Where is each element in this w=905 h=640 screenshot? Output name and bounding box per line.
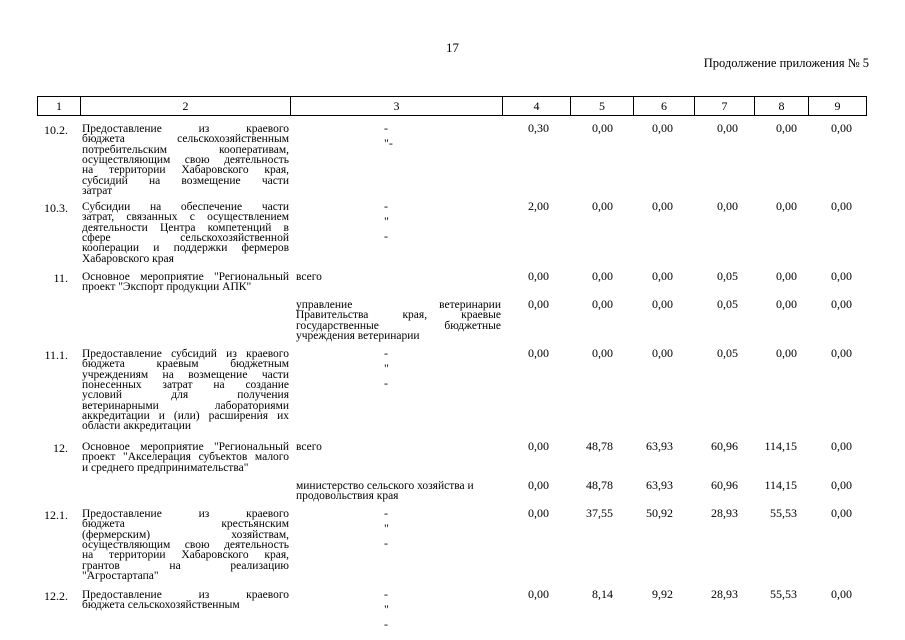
row-description-line: условий для получения xyxy=(82,389,289,402)
responsible-line: управление ветеринарии xyxy=(296,299,501,311)
row-description-line: кооперации и поддержки фермеров xyxy=(82,242,289,255)
value-cell: 0,00 xyxy=(528,297,549,311)
row-description-line: Субсидии на обеспечение части xyxy=(82,201,289,213)
value-cell: 0,00 xyxy=(528,269,549,283)
responsible-line: -"- xyxy=(384,121,393,150)
responsible-line: - " - xyxy=(384,346,389,390)
value-cell: 2,00 xyxy=(528,199,549,213)
row-description-line: затрат xyxy=(82,184,113,197)
value-cell: 0,00 xyxy=(592,269,613,283)
row-index: 10.3. xyxy=(44,201,68,215)
value-cell: 0,00 xyxy=(831,506,852,520)
value-cell: 0,00 xyxy=(776,297,797,311)
row-description-line: ветеринарными лабораториями xyxy=(82,399,289,412)
value-cell: 48,78 xyxy=(586,439,613,453)
value-cell: 0,00 xyxy=(831,269,852,283)
row-description-line: области аккредитации xyxy=(82,420,192,433)
value-cell: 0,00 xyxy=(831,121,852,135)
responsible-line: Правительства края, краевые xyxy=(296,309,501,322)
responsible-line: - " - xyxy=(384,506,389,550)
value-cell: 0,00 xyxy=(831,587,852,601)
row-description-line: Основное мероприятие "Региональный xyxy=(82,441,289,453)
value-cell: 0,00 xyxy=(592,121,613,135)
header-col: 6 xyxy=(634,97,695,115)
continuation-label: Продолжение приложения № 5 xyxy=(703,56,869,70)
header-col: 8 xyxy=(755,97,809,115)
row-description-line: субсидий на возмещение части xyxy=(82,174,289,187)
value-cell: 0,00 xyxy=(528,506,549,520)
responsible-line: государственные бюджетные xyxy=(296,319,501,332)
row-description-line: бюджета крестьянским xyxy=(82,518,289,531)
value-cell: 60,96 xyxy=(711,439,738,453)
value-cell: 0,00 xyxy=(831,478,852,492)
value-cell: 28,93 xyxy=(711,587,738,601)
row-description-line: затрат, связанных с осуществлением xyxy=(82,211,289,224)
value-cell: 0,00 xyxy=(652,297,673,311)
header-col: 3 xyxy=(291,97,503,115)
row-description-line: деятельности Центра компетенций в xyxy=(82,221,289,234)
row-index: 11. xyxy=(53,271,68,285)
value-cell: 9,92 xyxy=(652,587,673,601)
value-cell: 0,00 xyxy=(592,346,613,360)
value-cell: 8,14 xyxy=(592,587,613,601)
value-cell: 28,93 xyxy=(711,506,738,520)
page-number: 17 xyxy=(446,40,459,55)
value-cell: 0,00 xyxy=(776,199,797,213)
value-cell: 0,00 xyxy=(652,121,673,135)
value-cell: 0,00 xyxy=(831,199,852,213)
value-cell: 0,00 xyxy=(717,121,738,135)
row-description-line: Основное мероприятие "Региональный xyxy=(82,271,289,283)
value-cell: 0,00 xyxy=(831,439,852,453)
row-index: 10.2. xyxy=(44,123,68,137)
row-description-line: Предоставление из краевого xyxy=(82,589,289,601)
row-description-line: на территории Хабаровского края, xyxy=(82,549,289,562)
value-cell: 60,96 xyxy=(711,478,738,492)
value-cell: 0,00 xyxy=(592,297,613,311)
header-col: 1 xyxy=(38,97,81,115)
value-cell: 55,53 xyxy=(770,506,797,520)
row-index: 11.1. xyxy=(44,348,68,362)
value-cell: 0,00 xyxy=(652,269,673,283)
value-cell: 0,00 xyxy=(592,199,613,213)
value-cell: 0,05 xyxy=(717,346,738,360)
row-description-line: "Агростартапа" xyxy=(82,569,159,582)
table-header xyxy=(37,96,867,116)
row-description-line: осуществляющим свою деятельность xyxy=(82,153,289,166)
responsible-line: продовольствия края xyxy=(296,490,399,503)
value-cell: 63,93 xyxy=(646,478,673,492)
row-description-line: аккредитации и (или) расширения их xyxy=(82,409,289,422)
row-description-line: понесенных затрат на создание xyxy=(82,378,289,391)
value-cell: 48,78 xyxy=(586,478,613,492)
value-cell: 0,00 xyxy=(831,297,852,311)
row-index: 12. xyxy=(53,441,68,455)
value-cell: 0,00 xyxy=(528,478,549,492)
row-description-line: Предоставление из краевого xyxy=(82,123,289,135)
row-description-line: Предоставление из краевого xyxy=(82,508,289,520)
row-description-line: бюджета сельскохозяйственным xyxy=(82,599,240,612)
row-description-line: бюджета краевым бюджетным xyxy=(82,358,289,371)
value-cell: 114,15 xyxy=(764,439,797,453)
value-cell: 0,00 xyxy=(652,346,673,360)
row-index: 12.2. xyxy=(44,589,68,603)
value-cell: 55,53 xyxy=(770,587,797,601)
row-description-line: Хабаровского края xyxy=(82,252,174,265)
row-description-line: осуществляющим свою деятельность xyxy=(82,538,289,551)
value-cell: 50,92 xyxy=(646,506,673,520)
value-cell: 0,00 xyxy=(528,587,549,601)
responsible-line: всего xyxy=(296,271,322,283)
header-col: 2 xyxy=(81,97,291,115)
row-description-line: учреждениям на возмещение части xyxy=(82,368,289,381)
responsible-line: учреждения ветеринарии xyxy=(296,329,420,342)
row-description-line: проект "Акселерация субъектов малого xyxy=(82,451,289,464)
value-cell: 0,00 xyxy=(528,439,549,453)
row-index: 12.1. xyxy=(44,508,68,522)
row-description-line: (фермерским) хозяйствам, xyxy=(82,528,289,541)
row-description-line: проект "Экспорт продукции АПК" xyxy=(82,281,252,294)
header-col: 4 xyxy=(503,97,571,115)
value-cell: 114,15 xyxy=(764,478,797,492)
value-cell: 37,55 xyxy=(586,506,613,520)
header-col: 5 xyxy=(571,97,634,115)
row-description-line: грантов на реализацию xyxy=(82,559,289,572)
responsible-line: - " - xyxy=(384,199,389,243)
header-col: 9 xyxy=(834,99,841,113)
value-cell: 0,00 xyxy=(776,269,797,283)
value-cell: 63,93 xyxy=(646,439,673,453)
row-description-line: сфере сельскохозяйственной xyxy=(82,231,289,244)
value-cell: 0,00 xyxy=(831,346,852,360)
responsible-line: министерство сельского хозяйства и xyxy=(296,480,474,492)
value-cell: 0,05 xyxy=(717,269,738,283)
value-cell: 0,00 xyxy=(776,346,797,360)
value-cell: 0,00 xyxy=(528,346,549,360)
value-cell: 0,00 xyxy=(717,199,738,213)
responsible-line: всего xyxy=(296,441,322,453)
responsible-line: - " - xyxy=(384,587,389,631)
value-cell: 0,00 xyxy=(776,121,797,135)
row-description-line: Предоставление субсидий из краевого xyxy=(82,348,289,360)
header-col: 7 xyxy=(695,97,755,115)
value-cell: 0,00 xyxy=(652,199,673,213)
row-description-line: потребительским кооперативам, xyxy=(82,143,289,156)
row-description-line: и среднего предпринимательства" xyxy=(82,461,249,474)
value-cell: 0,30 xyxy=(528,121,549,135)
value-cell: 0,05 xyxy=(717,297,738,311)
row-description-line: бюджета сельскохозяйственным xyxy=(82,133,289,146)
row-description-line: на территории Хабаровского края, xyxy=(82,164,289,177)
